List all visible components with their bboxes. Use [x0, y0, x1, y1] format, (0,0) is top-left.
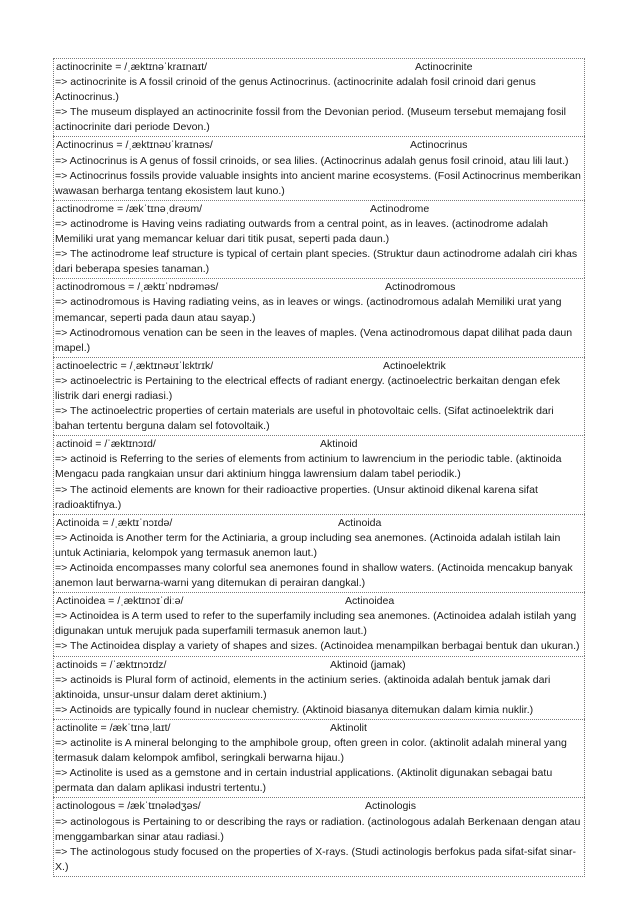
glossary-entry [53, 797, 585, 876]
translation: Actinoelektrik [383, 359, 446, 372]
example: => Actinolite is used as a gemstone and in certain industrial applications. (Aktinolit digunakan sebagai batu permata dan dalam aplikasi industri tertentu.) [55, 767, 553, 795]
translation: Actinocrinite [415, 61, 473, 73]
entry-header [55, 280, 583, 295]
headword: Actinoidea = /ˌæktɪnɔɪˈdiːə/ [56, 595, 184, 608]
glossary-entry [53, 200, 585, 278]
example: => The actinoid elements are known for their radioactive properties. (Unsur aktinoid dikenal karena sifat radioaktifnya.) [55, 483, 538, 511]
headword: actinoid = /ˈæktɪnɔɪd/ [56, 438, 156, 451]
entry-header [55, 658, 583, 673]
translation: Actinodromous [385, 281, 456, 294]
headword: actinocrinite = /ˌæktɪnəˈkraɪnaɪt/ [56, 61, 208, 73]
glossary-entry [53, 656, 585, 719]
glossary-entry [53, 58, 585, 136]
translation: Actinodrome [370, 202, 430, 215]
example: => The actinoelectric properties of certain materials are useful in photovoltaic cells. (Sifat actinoelektrik dari bahan tertentu berguna dalam sel fotovoltaik.) [55, 405, 554, 433]
entry-header [55, 359, 583, 374]
glossary-entry [53, 357, 585, 435]
definition: => actinocrinite is A fossil crinoid of the genus Actinocrinus. (actinocrinite adalah fosil crinoid dari genus Actinocrinus.) [55, 76, 536, 104]
example: => Actinoida encompasses many colorful sea anemones found in shallow waters. (Actinoida mencakup banyak anemon laut berwarna-warni yang ditemukan di perairan dangkal.) [55, 562, 573, 590]
entry-header [55, 721, 583, 736]
example: => The museum displayed an actinocrinite fossil from the Devonian period. (Museum tersebut memajang fosil actinocrinite dari periode Devon.) [55, 106, 566, 134]
glossary-entry [53, 514, 585, 592]
translation: Aktinolit [330, 721, 367, 734]
headword: Actinocrinus = /ˌæktɪnəʊˈkraɪnəs/ [56, 139, 213, 152]
entry-header [55, 138, 583, 153]
entry-header [55, 799, 583, 814]
glossary-entry [53, 719, 585, 797]
headword: actinodrome = /ækˈtɪnəˌdrəʊm/ [56, 202, 203, 215]
example: => Actinoids are typically found in nuclear chemistry. (Aktinoid biasanya ditemukan dalam kimia nuklir.) [55, 703, 534, 716]
glossary-entry [53, 435, 585, 513]
headword: actinolite = /ækˈtɪnəˌlaɪt/ [56, 721, 171, 734]
headword: actinologous = /ækˈtɪnələdʒəs/ [56, 800, 201, 813]
translation: Actinoida [338, 516, 382, 529]
definition: => actinologous is Pertaining to or describing the rays or radiation. (actinologous adalah Berkenaan dengan atau menggambarkan sinar atau radiasi.) [55, 815, 581, 843]
entry-header [55, 437, 583, 452]
definition: => Actinocrinus is A genus of fossil crinoids, or sea lilies. (Actinocrinus adalah genus fosil crinoid, atau lili laut.) [55, 154, 569, 167]
headword: actinoids = /ˈæktɪnɔɪdz/ [56, 658, 167, 671]
definition: => actinoelectric is Pertaining to the electrical effects of radiant energy. (actinoelectric berkaitan dengan efek listrik dari energi radiasi.) [55, 374, 560, 402]
definition: => actinodromous is Having radiating veins, as in leaves or wings. (actinodromous adalah Memiliki urat yang memancar, seperti pada daun atau sayap.) [55, 296, 562, 324]
example: => The Actinoidea display a variety of shapes and sizes. (Actinoidea menampilkan berbagai bentuk dan ukuran.) [55, 640, 580, 653]
entry-header [55, 60, 583, 75]
entry-header [55, 594, 583, 609]
entry-header [55, 202, 583, 217]
glossary-sheet [53, 58, 585, 877]
headword: actinodromous = /ˌæktɪˈnɒdrəməs/ [56, 281, 219, 294]
translation: Aktinoid (jamak) [330, 658, 406, 671]
glossary-entry [53, 136, 585, 199]
translation: Actinocrinus [410, 139, 468, 152]
translation: Aktinoid [320, 438, 358, 451]
definition: => actinodrome is Having veins radiating outwards from a central point, as in leaves. (actinodrome adalah Memiliki urat yang memancar keluar dari titik pusat, seperti pada daun.) [55, 217, 549, 246]
definition: => Actinoida is Another term for the Actiniaria, a group including sea anemones. (Actinoida adalah istilah lain untuk Actiniaria, kelompok yang termasuk anemon laut.) [55, 531, 561, 559]
example: => Actinocrinus fossils provide valuable insights into ancient marine ecosystems. (Fosil Actinocrinus memberikan wawasan berharga tentang ekosistem laut kuno.) [55, 169, 581, 197]
headword: Actinoida = /ˌæktɪˈnɔɪdə/ [56, 516, 173, 529]
entry-header [55, 516, 583, 531]
glossary-entry [53, 592, 585, 655]
definition: => Actinoidea is A term used to refer to the superfamily including sea anemones. (Actinoidea adalah istilah yang digunakan untuk merujuk pada superfamili termasuk anemon laut.) [55, 610, 577, 638]
translation: Actinoidea [345, 595, 395, 608]
definition: => actinoid is Referring to the series of elements from actinium to lawrencium in the periodic table. (aktinoida Mengacu pada rangkaian unsur dari aktinium hingga lawrensium dalam tabel periodik.) [55, 453, 562, 481]
definition: => actinolite is A mineral belonging to the amphibole group, often green in color. (aktinolit adalah mineral yang termasuk dalam kelompok amfibol, seringkali berwarna hijau.) [55, 737, 567, 765]
example: => The actinologous study focused on the properties of X-rays. (Studi actinologis berfokus pada sifat-sifat sinar-X.) [55, 845, 576, 873]
translation: Actinologis [365, 800, 417, 813]
example: => The actinodrome leaf structure is typical of certain plant species. (Struktur daun actinodrome adalah ciri khas dari beberapa spesies tanaman.) [55, 248, 578, 276]
example: => Actinodromous venation can be seen in the leaves of maples. (Vena actinodromous dapat dilihat pada daun mapel.) [55, 326, 573, 354]
headword: actinoelectric = /ˌæktɪnəʊɪˈlɛktrɪk/ [56, 359, 214, 372]
definition: => actinoids is Plural form of actinoid, elements in the actinium series. (aktinoida adalah bentuk jamak dari aktinoida, unsur-unsur dalam deret aktinium.) [55, 673, 551, 701]
glossary-entry [53, 278, 585, 356]
